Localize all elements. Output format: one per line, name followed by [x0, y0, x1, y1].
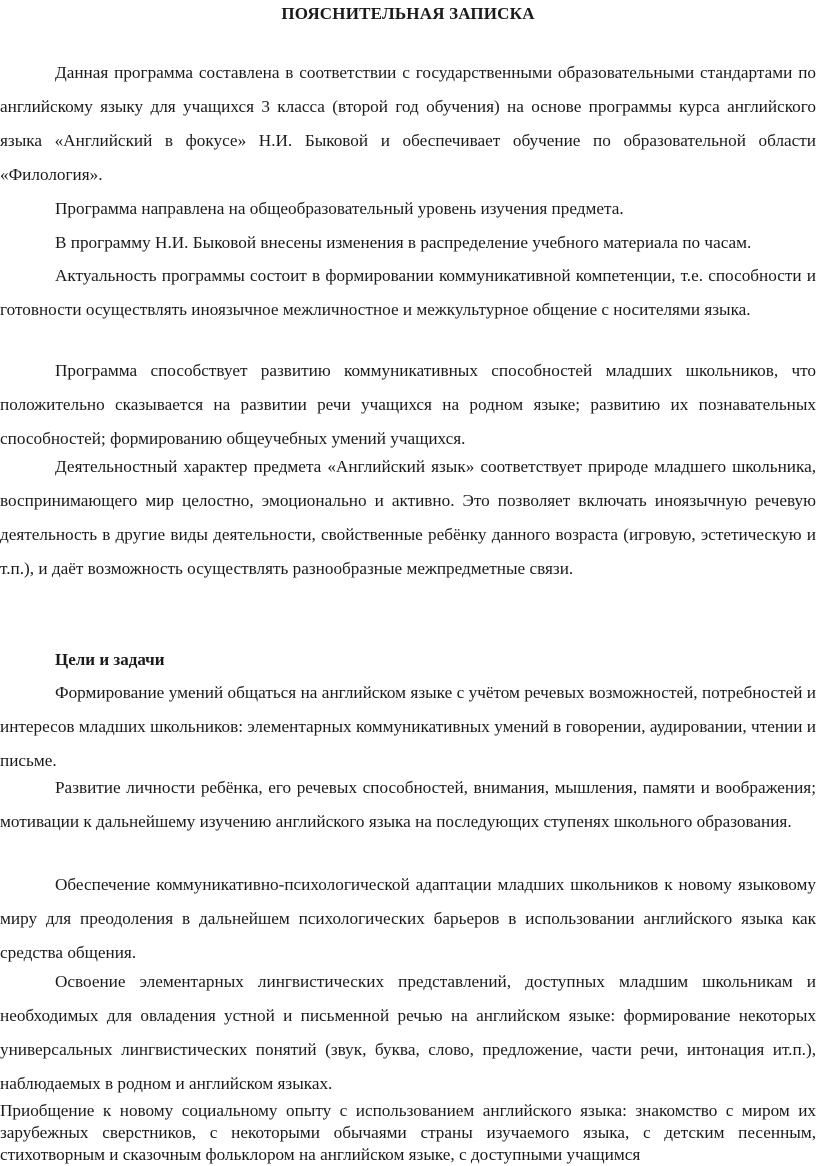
intro-paragraph-4: Актуальность программы состоит в формировании коммуникативной компетенции, т.е. способности и готовности осуществлять иноязычное межличностное и межкультурное общение с носителями языка.	[0, 266, 816, 319]
goals-paragraph-3: Обеспечение коммуникативно-психологической адаптации младших школьников к новому языковому миру для преодоления в дальнейшем психологических барьеров в использовании английского языка как средства общения.	[0, 875, 816, 962]
intro-paragraph-3: В программу Н.И. Быковой внесены изменения в распределение учебного материала по часам.	[55, 233, 752, 252]
section-heading-goals: Цели и задачи	[55, 650, 165, 669]
final-paragraph: Приобщение к новому социальному опыту с использованием английского языка: знакомство с миром их зарубежных сверстников, с некоторыми обычаями страны изучаемого языка, с детским песенным, стихотворным и сказочным фольклором на английском языке, с доступными учащимся	[0, 1101, 816, 1164]
document-title: ПОЯСНИТЕЛЬНАЯ ЗАПИСКА	[281, 4, 535, 23]
intro-paragraph-2: Программа направлена на общеобразовательный уровень изучения предмета.	[55, 199, 624, 218]
goals-paragraph-2: Развитие личности ребёнка, его речевых способностей, внимания, мышления, памяти и воображения; мотивации к дальнейшему изучению английского языка на последующих ступенях школьного образования.	[0, 778, 816, 831]
intro-paragraph-5: Программа способствует развитию коммуникативных способностей младших школьников, что положительно сказывается на развитии речи учащихся на родном языке; развитию их познавательных способностей; формированию общеучебных умений учащихся.	[0, 361, 816, 448]
intro-paragraph-6: Деятельностный характер предмета «Английский язык» соответствует природе младшего школьника, воспринимающего мир целостно, эмоционально и активно. Это позволяет включать иноязычную речевую деятельность в другие виды деятельности, свойственные ребёнку данного возраста (игровую, эстетическую и т.п.), и даёт возможность осуществлять разнообразные межпредметные связи.	[0, 457, 816, 578]
goals-paragraph-1: Формирование умений общаться на английском языке с учётом речевых возможностей, потребностей и интересов младших школьников: элементарных коммуникативных умений в говорении, аудировании, чтении и письме.	[0, 683, 816, 770]
intro-paragraph-1: Данная программа составлена в соответствии с государственными образовательными стандартами по английскому языку для учащихся 3 класса (второй год обучения) на основе программы курса английского языка «Английский в фокусе» Н.И. Быковой и обеспечивает обучение по образовательной области «Филология».	[0, 63, 816, 184]
goals-paragraph-4: Освоение элементарных лингвистических представлений, доступных младшим школьникам и необходимых для овладения устной и письменной речью на английском языке: формирование некоторых универсальных лингвистических понятий (звук, буква, слово, предложение, части речи, интонация ит.п.), наблюдаемых в родном и английском языках.	[0, 972, 816, 1093]
